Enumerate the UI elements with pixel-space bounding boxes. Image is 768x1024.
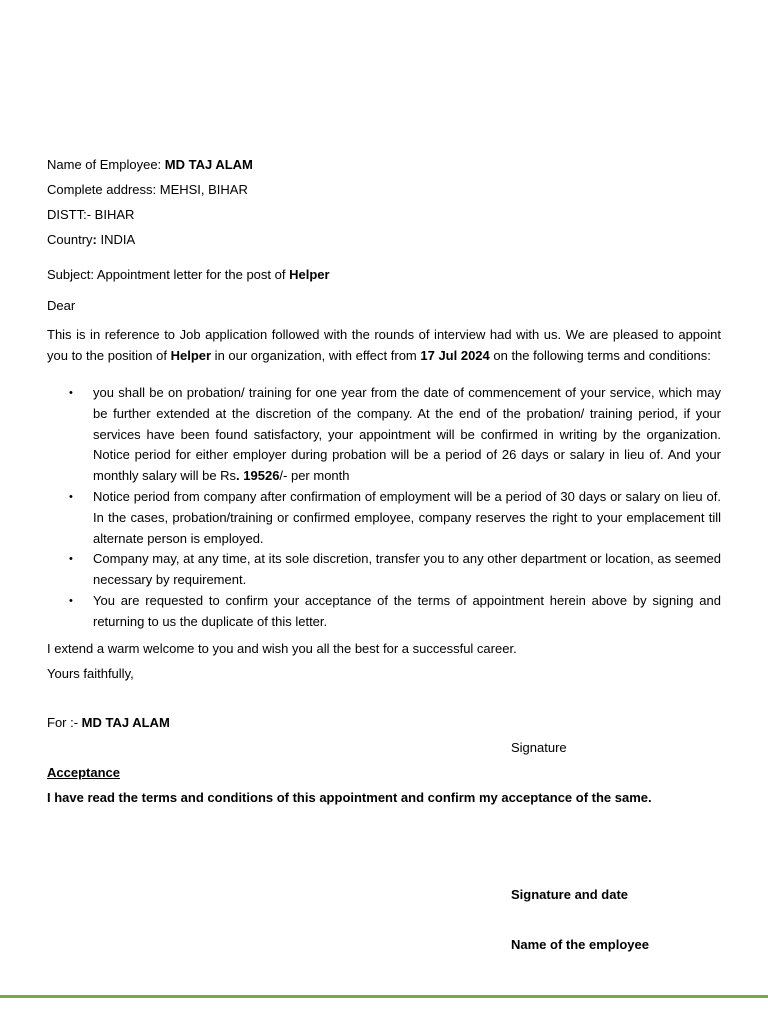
employee-name-footer-text: Name of the employee xyxy=(511,937,649,952)
intro-paragraph xyxy=(47,325,721,367)
term-1-text-after: /- per month xyxy=(279,468,350,484)
acceptance-statement xyxy=(47,790,652,805)
term-item xyxy=(47,591,721,633)
intro-text-1: This is in reference to Job application followed with the rounds of interview had with us. We are pleased to appoint you to the position of xyxy=(47,327,721,363)
intro-date: 17 Jul 2024 xyxy=(420,347,490,363)
employee-distt: BIHAR xyxy=(94,207,135,222)
salutation: Dear xyxy=(47,298,76,313)
employee-country: INDIA xyxy=(96,232,136,247)
employee-distt-line xyxy=(47,207,134,222)
term-item xyxy=(47,487,721,549)
term-item xyxy=(47,549,721,591)
term-1-salary: . 19526 xyxy=(236,468,280,484)
intro-position: Helper xyxy=(170,347,212,363)
signature-and-date-label xyxy=(511,887,628,902)
subject-line xyxy=(47,267,330,282)
term-1-text: you shall be on probation/ training for one year from the date of commencement of your service, which may be further extended at the discretion of the company. At the end of the probation/ training period, if your services have been found satisfactory, your appointment will be confirmed in writing by the organization. Notice period for either employer during probation will be a period of 26 days or salary in lieu of. And your monthly salary will be Rs xyxy=(93,385,721,484)
bullet-icon: • xyxy=(69,490,73,503)
acceptance-statement-text: I have read the terms and conditions of this appointment and confirm my acceptance of the same. xyxy=(47,790,652,805)
term-2-text: Notice period from company after confirmation of employment will be a period of 30 days or salary on lieu of. In the cases, probation/training or confirmed employee, company reserves the right to your emplacement till alternate person is employed. xyxy=(93,488,721,546)
closing-for-label: For :- xyxy=(47,715,82,730)
bullet-icon: • xyxy=(69,387,73,399)
signature-label: Signature xyxy=(511,740,567,755)
bullet-icon: • xyxy=(69,553,73,566)
closing-for-line xyxy=(47,715,170,730)
term-3-text: Company may, at any time, at its sole discretion, transfer you to any other department or location, as seemed necessary by requirement. xyxy=(93,551,721,588)
employee-name-label-footer xyxy=(511,937,649,952)
term-item xyxy=(47,383,721,487)
footer-divider xyxy=(0,995,768,998)
employee-address-label: Complete address: xyxy=(47,182,160,197)
intro-text-2: in our organization, with effect from xyxy=(211,347,421,363)
employee-distt-label: DISTT:- xyxy=(47,207,95,222)
subject-label: Subject: Appointment letter for the post of xyxy=(47,267,290,282)
employee-address: MEHSI, BIHAR xyxy=(159,182,248,197)
employee-name: MD TAJ ALAM xyxy=(164,157,253,172)
closing-for-name: MD TAJ ALAM xyxy=(81,715,170,730)
acceptance-heading xyxy=(47,765,120,780)
employee-country-line xyxy=(47,232,135,247)
acceptance-heading-text: Acceptance xyxy=(47,765,120,780)
employee-country-label: Country xyxy=(47,232,93,247)
closing-welcome: I extend a warm welcome to you and wish you all the best for a successful career. xyxy=(47,641,517,656)
terms-list xyxy=(47,383,721,633)
subject-post: Helper xyxy=(289,267,330,282)
employee-name-line xyxy=(47,157,253,172)
employee-country-colon: : xyxy=(92,232,97,247)
closing-yours-faithfully: Yours faithfully, xyxy=(47,666,134,681)
term-4-text: You are requested to confirm your acceptance of the terms of appointment herein above by signing and returning to us the duplicate of this letter. xyxy=(93,592,721,629)
intro-text-3: on the following terms and conditions: xyxy=(489,347,711,363)
bullet-icon: • xyxy=(69,594,73,607)
employee-address-line xyxy=(47,182,248,197)
employee-name-label: Name of Employee: xyxy=(47,157,165,172)
signature-and-date-text: Signature and date xyxy=(511,887,629,902)
